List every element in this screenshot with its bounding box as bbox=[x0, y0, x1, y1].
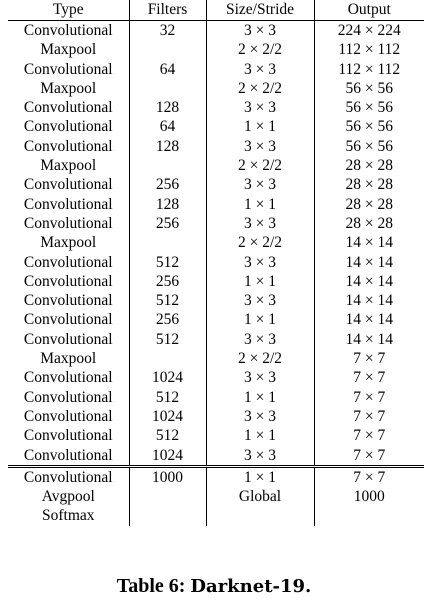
darknet-19-table bbox=[8, 0, 424, 526]
cell-output: 7 × 7 bbox=[314, 368, 424, 387]
table-footer-body bbox=[8, 466, 424, 525]
cell-type: Convolutional bbox=[23, 388, 113, 406]
cell-output bbox=[314, 506, 424, 525]
cell-output: 7 × 7 bbox=[314, 426, 424, 445]
cell-filters: 1000 bbox=[129, 466, 206, 487]
cell-filters bbox=[129, 506, 206, 525]
table-row bbox=[8, 79, 424, 98]
cell-type: Convolutional bbox=[8, 466, 129, 487]
cell-size-stride: 1 × 1 bbox=[206, 195, 314, 214]
cell-output: 224 × 224 bbox=[314, 21, 424, 41]
table-row bbox=[8, 21, 424, 41]
cell-size-stride: 1 × 1 bbox=[206, 310, 314, 329]
cell-size-stride: 1 × 1 bbox=[206, 426, 314, 445]
cell-filters: 512 bbox=[129, 330, 206, 349]
cell-output: 56 × 56 bbox=[314, 117, 424, 136]
cell-filters: 512 bbox=[129, 253, 206, 272]
cell-filters: 512 bbox=[129, 426, 206, 445]
cell-output: 7 × 7 bbox=[314, 407, 424, 426]
cell-filters bbox=[129, 349, 206, 368]
cell-filters: 64 bbox=[129, 117, 206, 136]
cell-size-stride: 3 × 3 bbox=[206, 137, 314, 156]
cell-filters bbox=[129, 233, 206, 252]
cell-size-stride: 2 × 2/2 bbox=[206, 40, 314, 59]
cell-output: 7 × 7 bbox=[314, 388, 424, 407]
table-row bbox=[8, 253, 424, 272]
cell-type: Maxpool bbox=[40, 234, 97, 252]
table-row bbox=[8, 214, 424, 233]
cell-filters bbox=[129, 156, 206, 175]
cell-output: 7 × 7 bbox=[314, 446, 424, 467]
cell-type: Convolutional bbox=[23, 427, 113, 445]
table-footer-row bbox=[8, 506, 424, 525]
cell-output: 1000 bbox=[314, 487, 424, 506]
caption-name: Darknet-19. bbox=[190, 576, 312, 597]
cell-size-stride: 2 × 2/2 bbox=[206, 233, 314, 252]
cell-type: Convolutional bbox=[23, 272, 113, 290]
cell-filters: 256 bbox=[129, 214, 206, 233]
cell-output: 14 × 14 bbox=[314, 291, 424, 310]
header-output: Output bbox=[314, 0, 424, 21]
table-footer-row bbox=[8, 487, 424, 506]
table-row bbox=[8, 137, 424, 156]
table-row bbox=[8, 156, 424, 175]
cell-filters: 64 bbox=[129, 60, 206, 79]
cell-size-stride: 3 × 3 bbox=[206, 98, 314, 117]
table-row bbox=[8, 426, 424, 445]
header-size-stride: Size/Stride bbox=[206, 0, 314, 21]
cell-output: 28 × 28 bbox=[314, 175, 424, 194]
cell-type: Softmax bbox=[41, 507, 95, 525]
cell-filters: 512 bbox=[129, 291, 206, 310]
cell-size-stride: 2 × 2/2 bbox=[206, 79, 314, 98]
cell-output: 56 × 56 bbox=[314, 79, 424, 98]
table-row bbox=[8, 195, 424, 214]
cell-output: 7 × 7 bbox=[314, 466, 424, 487]
cell-size-stride: 3 × 3 bbox=[206, 330, 314, 349]
header-filters: Filters bbox=[129, 0, 206, 21]
cell-type: Convolutional bbox=[23, 214, 113, 232]
cell-type: Convolutional bbox=[23, 311, 113, 329]
cell-type: Maxpool bbox=[40, 350, 97, 368]
table-header-row bbox=[8, 0, 424, 21]
cell-size-stride: 3 × 3 bbox=[206, 60, 314, 79]
table-row bbox=[8, 349, 424, 368]
cell-type: Convolutional bbox=[23, 446, 113, 464]
cell-filters: 128 bbox=[129, 98, 206, 117]
table-row bbox=[8, 291, 424, 310]
cell-type: Convolutional bbox=[23, 292, 113, 310]
cell-type: Maxpool bbox=[40, 157, 97, 175]
cell-filters: 1024 bbox=[129, 446, 206, 467]
cell-type: Convolutional bbox=[23, 60, 113, 78]
table-row bbox=[8, 60, 424, 79]
table-footer-row bbox=[8, 466, 424, 487]
table-row bbox=[8, 272, 424, 291]
darknet-table-container bbox=[8, 0, 424, 526]
table-row bbox=[8, 330, 424, 349]
cell-filters: 256 bbox=[129, 175, 206, 194]
cell-output: 28 × 28 bbox=[314, 214, 424, 233]
cell-output: 14 × 14 bbox=[314, 253, 424, 272]
cell-output: 28 × 28 bbox=[314, 156, 424, 175]
cell-size-stride: 3 × 3 bbox=[206, 253, 314, 272]
table-row bbox=[8, 368, 424, 387]
cell-type: Convolutional bbox=[23, 176, 113, 194]
cell-output: 14 × 14 bbox=[314, 310, 424, 329]
cell-output: 14 × 14 bbox=[314, 272, 424, 291]
cell-output: 7 × 7 bbox=[314, 349, 424, 368]
cell-type: Convolutional bbox=[23, 195, 113, 213]
cell-output: 28 × 28 bbox=[314, 195, 424, 214]
table-row bbox=[8, 117, 424, 136]
cell-type: Convolutional bbox=[23, 22, 113, 39]
table-caption bbox=[0, 575, 428, 598]
cell-output: 112 × 112 bbox=[314, 40, 424, 59]
cell-filters: 1024 bbox=[129, 407, 206, 426]
cell-filters bbox=[129, 79, 206, 98]
cell-size-stride: 3 × 3 bbox=[206, 21, 314, 41]
cell-size-stride: 3 × 3 bbox=[206, 175, 314, 194]
cell-type: Convolutional bbox=[23, 137, 113, 155]
cell-size-stride: 1 × 1 bbox=[206, 272, 314, 291]
cell-output: 56 × 56 bbox=[314, 137, 424, 156]
cell-filters: 256 bbox=[129, 310, 206, 329]
cell-size-stride: 3 × 3 bbox=[206, 407, 314, 426]
cell-size-stride: 1 × 1 bbox=[206, 388, 314, 407]
cell-filters: 1024 bbox=[129, 368, 206, 387]
cell-filters: 32 bbox=[129, 21, 206, 41]
cell-size-stride bbox=[206, 506, 314, 525]
cell-type: Avgpool bbox=[41, 488, 95, 506]
table-row bbox=[8, 40, 424, 59]
cell-filters bbox=[129, 487, 206, 506]
cell-type: Convolutional bbox=[23, 407, 113, 425]
cell-size-stride: 1 × 1 bbox=[206, 117, 314, 136]
cell-type: Maxpool bbox=[40, 79, 97, 97]
cell-size-stride: 3 × 3 bbox=[206, 291, 314, 310]
table-row bbox=[8, 388, 424, 407]
cell-output: 56 × 56 bbox=[314, 98, 424, 117]
table-body bbox=[8, 21, 424, 467]
cell-filters: 128 bbox=[129, 137, 206, 156]
cell-size-stride: 3 × 3 bbox=[206, 446, 314, 467]
cell-type: Convolutional bbox=[23, 330, 113, 348]
cell-type: Convolutional bbox=[23, 118, 113, 136]
cell-filters: 512 bbox=[129, 388, 206, 407]
table-row bbox=[8, 446, 424, 467]
caption-label: Table 6: bbox=[116, 575, 186, 597]
cell-size-stride: 2 × 2/2 bbox=[206, 349, 314, 368]
table-row bbox=[8, 407, 424, 426]
table-row bbox=[8, 310, 424, 329]
cell-filters: 256 bbox=[129, 272, 206, 291]
header-type: Type bbox=[8, 0, 129, 21]
cell-filters bbox=[129, 40, 206, 59]
table-row bbox=[8, 175, 424, 194]
table-row bbox=[8, 233, 424, 252]
cell-size-stride: 3 × 3 bbox=[206, 368, 314, 387]
cell-size-stride: Global bbox=[206, 487, 314, 506]
cell-type: Convolutional bbox=[23, 253, 113, 271]
cell-output: 14 × 14 bbox=[314, 330, 424, 349]
cell-output: 14 × 14 bbox=[314, 233, 424, 252]
cell-type: Convolutional bbox=[23, 369, 113, 387]
cell-size-stride: 2 × 2/2 bbox=[206, 156, 314, 175]
cell-filters: 128 bbox=[129, 195, 206, 214]
cell-type: Maxpool bbox=[40, 41, 97, 59]
cell-size-stride: 3 × 3 bbox=[206, 214, 314, 233]
cell-output: 112 × 112 bbox=[314, 60, 424, 79]
cell-type: Convolutional bbox=[23, 99, 113, 117]
table-row bbox=[8, 98, 424, 117]
cell-size-stride: 1 × 1 bbox=[206, 466, 314, 487]
